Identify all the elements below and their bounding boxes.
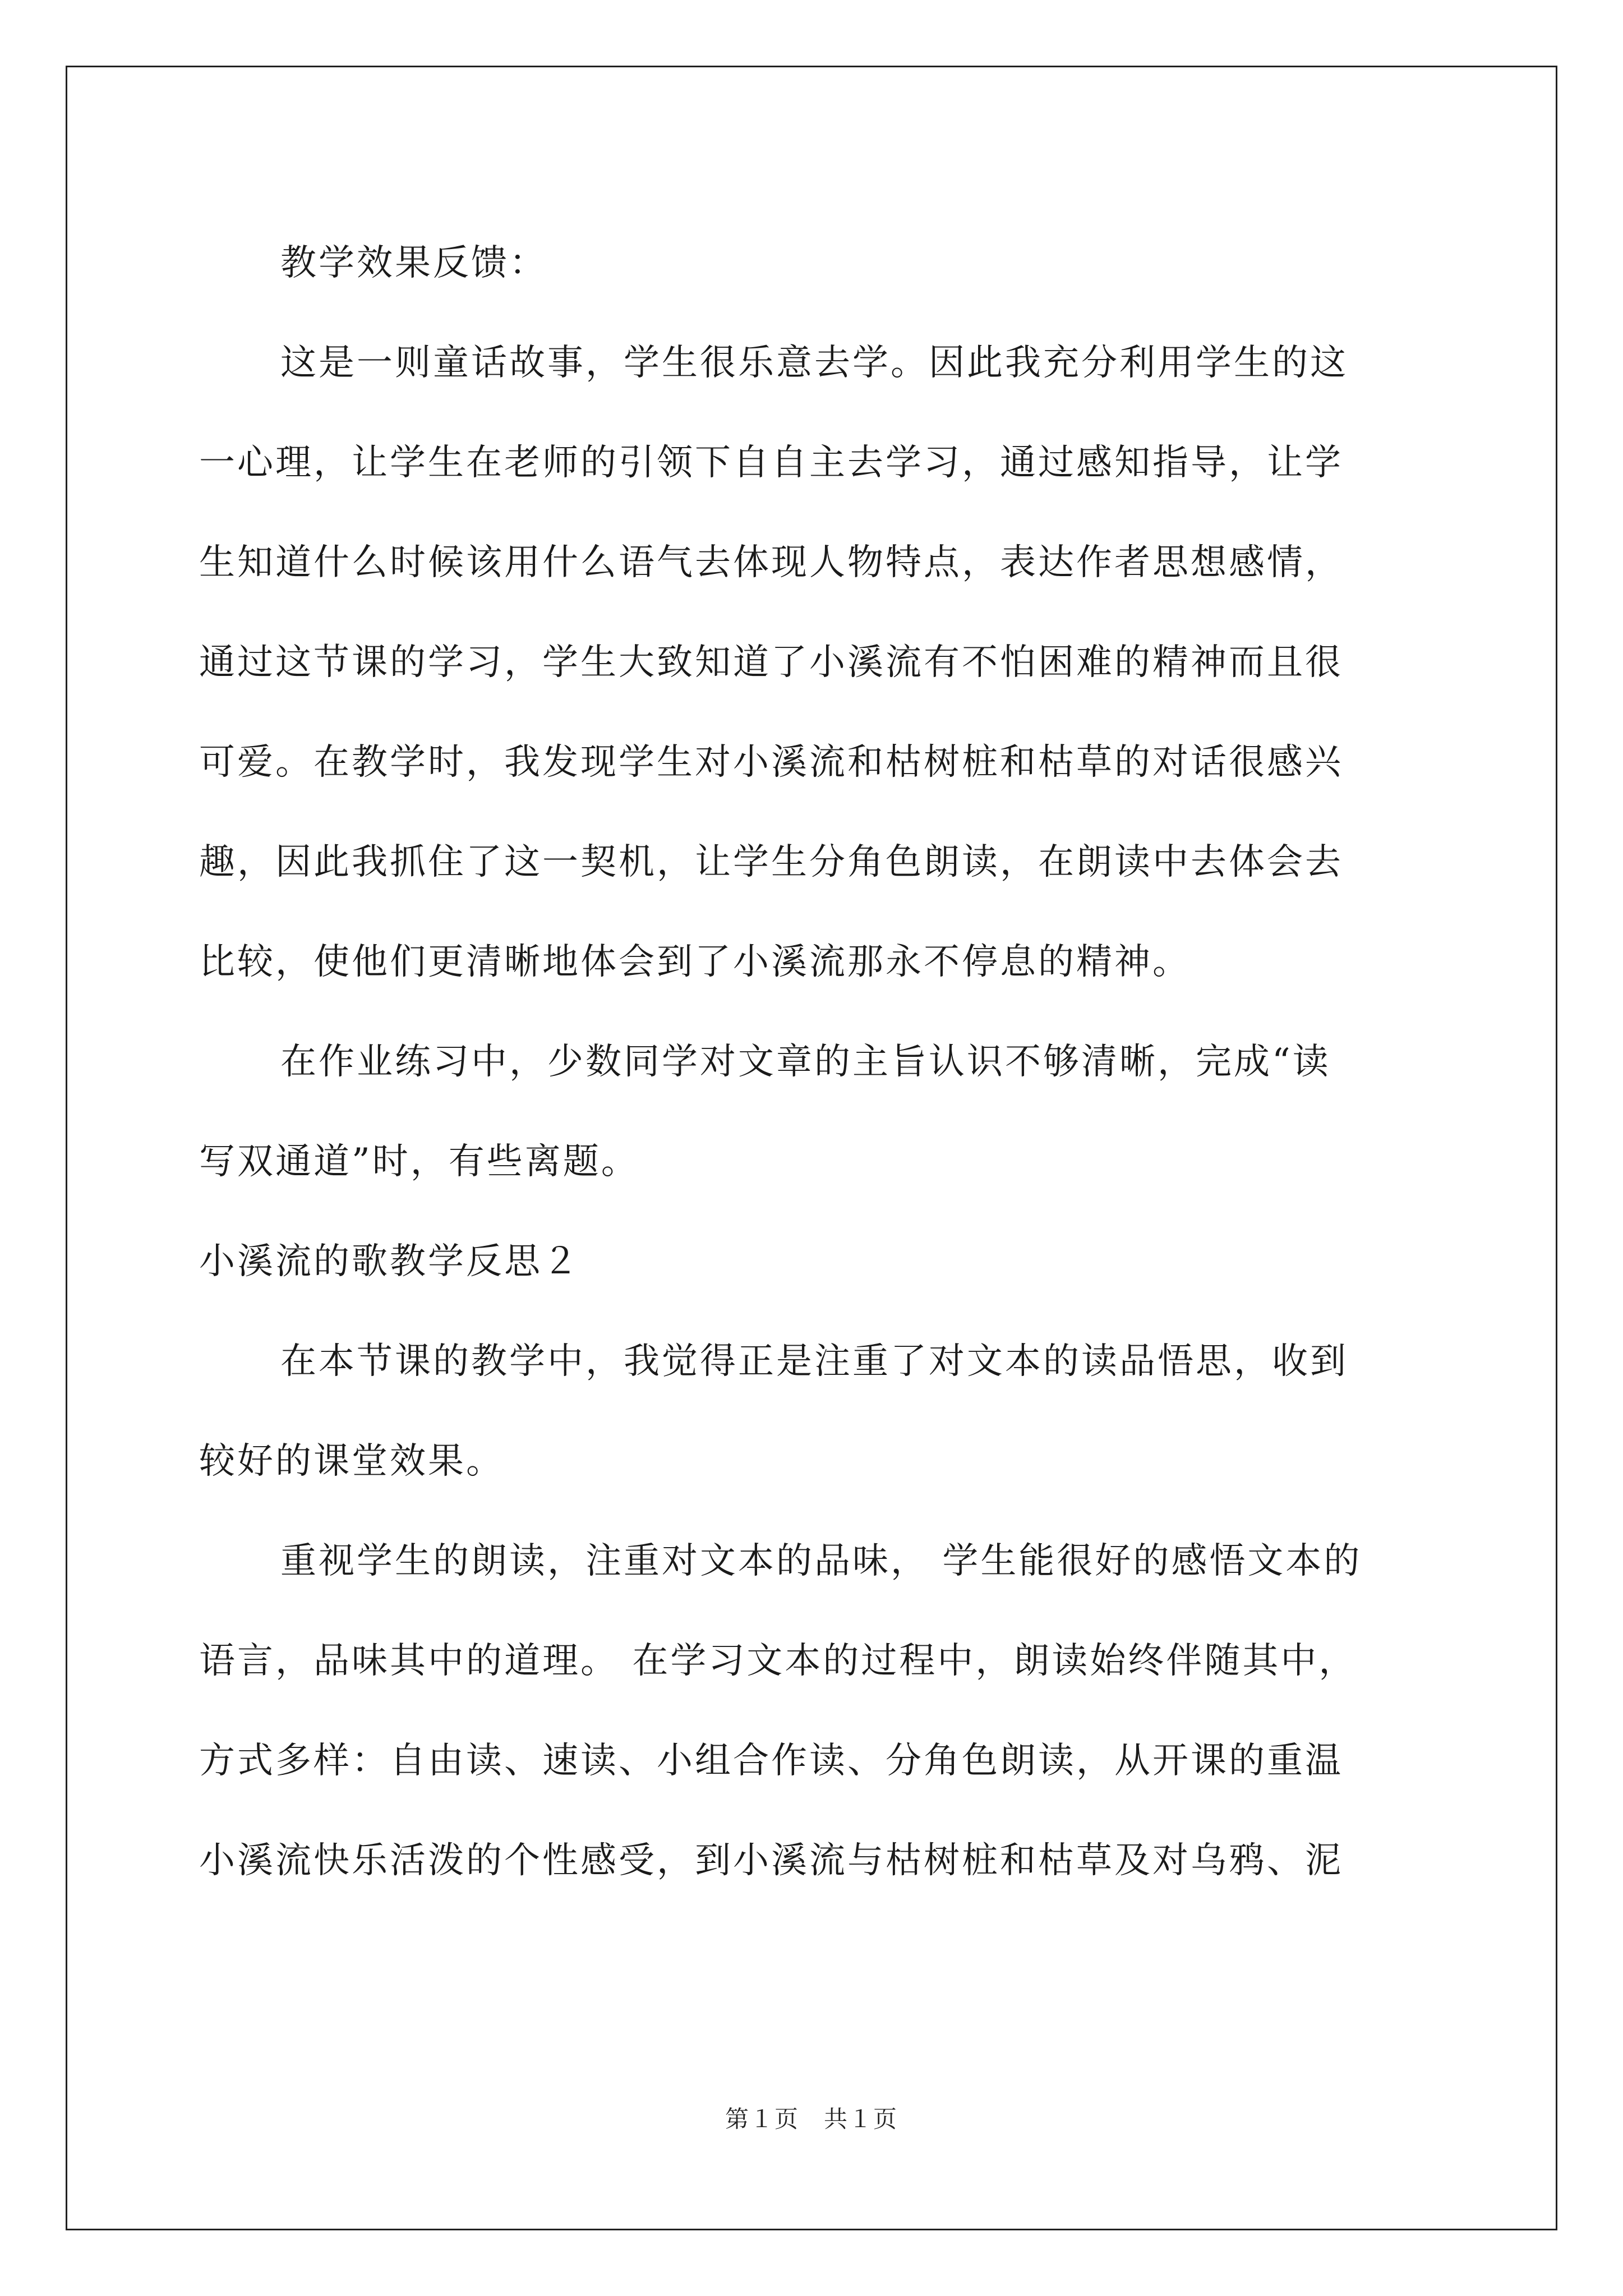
section-heading: 教学效果反馈：	[280, 242, 547, 284]
paragraph-line: 趣，因此我抓住了这一契机，让学生分角色朗读，在朗读中去体会去	[199, 841, 1343, 883]
paragraph-line: 方式多样：自由读、速读、小组合作读、分角色朗读，从开课的重温	[199, 1740, 1343, 1782]
paragraph-line: 重视学生的朗读，注重对文本的品味， 学生能很好的感悟文本的	[280, 1540, 1362, 1582]
paragraph-line: 小溪流快乐活泼的个性感受，到小溪流与枯树桩和枯草及对乌鸦、泥	[199, 1840, 1343, 1881]
paragraph-line: 可爱。在教学时，我发现学生对小溪流和枯树桩和枯草的对话很感兴	[199, 742, 1343, 783]
paragraph-line: 较好的课堂效果。	[199, 1441, 504, 1482]
paragraph-line: 在作业练习中，少数同学对文章的主旨认识不够清晰，完成“读	[280, 1041, 1331, 1083]
paragraph-line: 一心理，让学生在老师的引领下自自主去学习，通过感知指导，让学	[199, 442, 1343, 484]
paragraph-line: 语言，品味其中的道理。 在学习文本的过程中，朗读始终伴随其中，	[199, 1640, 1357, 1682]
page-number-footer: 第１页 共１页	[725, 2105, 898, 2133]
paragraph-line: 生知道什么时候该用什么语气去体现人物特点，表达作者思想感情，	[199, 542, 1343, 583]
document-body	[199, 213, 1433, 1911]
paragraph-line: 这是一则童话故事，学生很乐意去学。因此我充分利用学生的这	[280, 342, 1348, 384]
article-title: 小溪流的歌教学反思２	[199, 1241, 580, 1282]
paragraph-line: 写双通道”时，有些离题。	[199, 1141, 639, 1182]
paragraph-line: 在本节课的教学中，我觉得正是注重了对文本的读品悟思，收到	[280, 1341, 1348, 1382]
paragraph-line: 通过这节课的学习，学生大致知道了小溪流有不怕困难的精神而且很	[199, 642, 1343, 683]
paragraph-line: 比较，使他们更清晰地体会到了小溪流那永不停息的精神。	[199, 941, 1191, 983]
